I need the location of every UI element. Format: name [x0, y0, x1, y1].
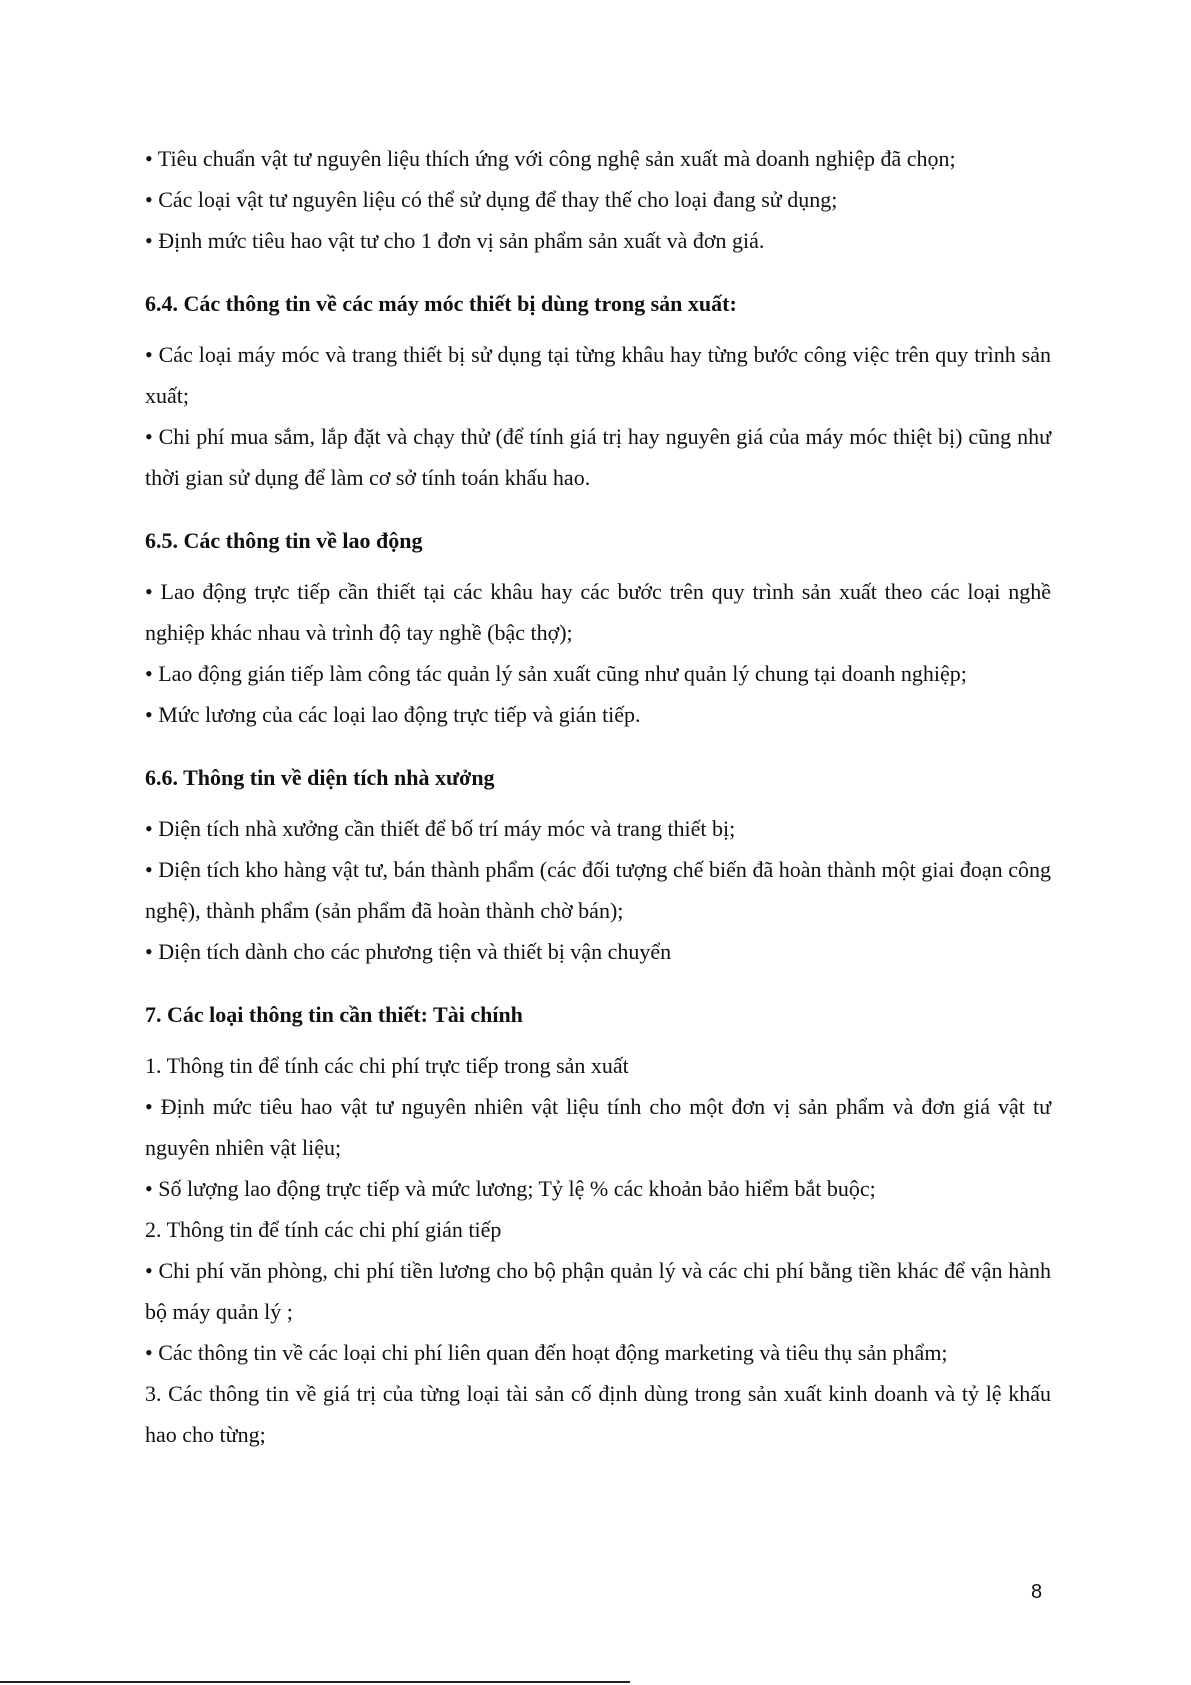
- list-item: 1. Thông tin để tính các chi phí trực tiếp trong sản xuất: [145, 1053, 629, 1078]
- list-item: • Diện tích kho hàng vật tư, bán thành phẩm (các đối tượng chế biến đã hoàn thành một giai đoạn công nghệ), thành phẩm (sản phẩm đã hoàn thành chờ bán);: [145, 857, 1051, 923]
- list-item: • Diện tích nhà xưởng cần thiết để bố trí máy móc và trang thiết bị;: [145, 816, 736, 841]
- section-heading-6-6: 6.6. Thông tin về diện tích nhà xưởng: [145, 765, 495, 790]
- list-item: • Các thông tin về các loại chi phí liên quan đến hoạt động marketing và tiêu thụ sản phẩm;: [145, 1340, 948, 1365]
- list-item: 2. Thông tin để tính các chi phí gián tiếp: [145, 1217, 502, 1242]
- list-item: • Mức lương của các loại lao động trực tiếp và gián tiếp.: [145, 702, 641, 727]
- section-heading-7: 7. Các loại thông tin cần thiết: Tài chính: [145, 1002, 523, 1027]
- document-body: [145, 138, 1051, 1455]
- list-item: • Chi phí văn phòng, chi phí tiền lương cho bộ phận quản lý và các chi phí bằng tiền khác để vận hành bộ máy quản lý ;: [145, 1258, 1051, 1324]
- list-item: • Các loại vật tư nguyên liệu có thể sử dụng để thay thế cho loại đang sử dụng;: [145, 187, 838, 212]
- footer-divider: [0, 1681, 630, 1683]
- list-item: 3. Các thông tin về giá trị của từng loại tài sản cố định dùng trong sản xuất kinh doanh và tỷ lệ khấu hao cho từng;: [145, 1381, 1051, 1447]
- list-item: • Diện tích dành cho các phương tiện và thiết bị vận chuyển: [145, 939, 672, 964]
- list-item: • Chi phí mua sắm, lắp đặt và chạy thử (để tính giá trị hay nguyên giá của máy móc thiệt bị) cũng như thời gian sử dụng để làm cơ sở tính toán khấu hao.: [145, 424, 1051, 490]
- list-item: • Các loại máy móc và trang thiết bị sử dụng tại từng khâu hay từng bước công việc trên quy trình sản xuất;: [145, 342, 1051, 408]
- list-item: • Định mức tiêu hao vật tư nguyên nhiên vật liệu tính cho một đơn vị sản phẩm và đơn giá vật tư nguyên nhiên vật liệu;: [145, 1094, 1051, 1160]
- section-heading-6-5: 6.5. Các thông tin về lao động: [145, 528, 423, 553]
- section-heading-6-4: 6.4. Các thông tin về các máy móc thiết bị dùng trong sản xuất:: [145, 291, 737, 316]
- list-item: • Lao động gián tiếp làm công tác quản lý sản xuất cũng như quản lý chung tại doanh nghiệp;: [145, 661, 967, 686]
- list-item: • Định mức tiêu hao vật tư cho 1 đơn vị sản phẩm sản xuất và đơn giá.: [145, 228, 765, 253]
- list-item: • Tiêu chuẩn vật tư nguyên liệu thích ứng với công nghệ sản xuất mà doanh nghiệp đã chọn;: [145, 146, 956, 171]
- page-number: 8: [1031, 1581, 1043, 1603]
- list-item: • Số lượng lao động trực tiếp và mức lương; Tỷ lệ % các khoản bảo hiểm bắt buộc;: [145, 1176, 876, 1201]
- list-item: • Lao động trực tiếp cần thiết tại các khâu hay các bước trên quy trình sản xuất theo các loại nghề nghiệp khác nhau và trình độ tay nghề (bậc thợ);: [145, 579, 1051, 645]
